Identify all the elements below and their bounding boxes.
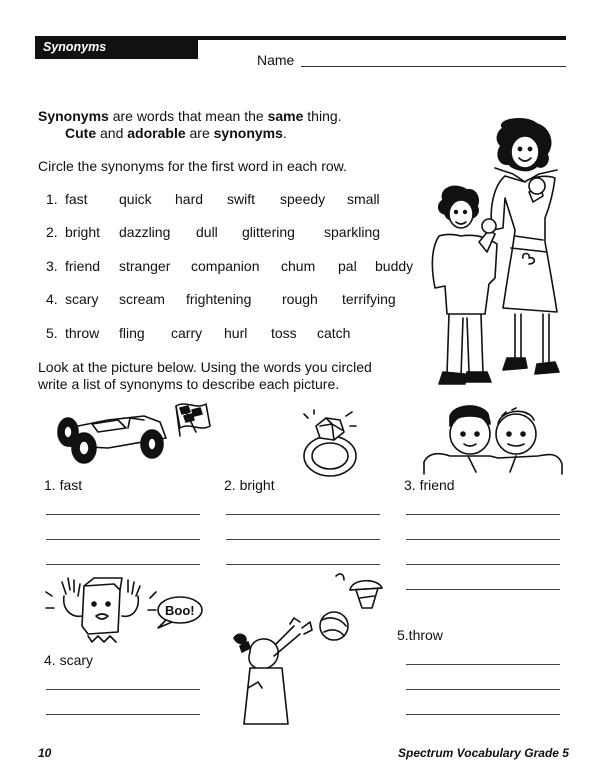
answer-line-bright-3[interactable] [226, 564, 380, 565]
word[interactable]: fling [119, 325, 145, 341]
name-field[interactable] [301, 66, 566, 67]
word[interactable]: dazzling [119, 224, 171, 240]
instruction-list-line-1: Look at the picture below. Using the words you circled [38, 359, 372, 375]
answer-line-friend-2[interactable] [406, 539, 560, 540]
picture-label-friend: 3. friend [404, 477, 455, 493]
picture-label-bright: 2. bright [224, 477, 275, 493]
word[interactable]: companion [191, 258, 260, 274]
picture-label-scary: 4. scary [44, 652, 94, 668]
two-friends-illustration [420, 400, 568, 476]
answer-line-throw-3[interactable] [406, 714, 560, 715]
word[interactable]: toss [271, 325, 297, 341]
word[interactable]: dull [196, 224, 218, 240]
picture-label-throw: 5.throw [397, 627, 443, 643]
speech-bubble-text: Boo! [165, 603, 195, 618]
word[interactable]: hurl [224, 325, 248, 341]
word[interactable]: sparkling [324, 224, 381, 240]
word[interactable]: hard [175, 191, 204, 207]
diamond-ring-illustration [298, 408, 368, 480]
word[interactable]: throw [65, 325, 100, 341]
answer-line-friend-3[interactable] [406, 564, 560, 565]
name-label: Name [257, 52, 295, 68]
answer-line-scary-1[interactable] [46, 689, 200, 690]
picture-label-fast: 1. fast [44, 477, 83, 493]
word[interactable]: buddy [375, 258, 414, 274]
word[interactable]: catch [317, 325, 351, 341]
intro-line-1: Synonyms are words that mean the same thing. [38, 108, 342, 124]
answer-line-bright-2[interactable] [226, 539, 380, 540]
answer-line-bright-1[interactable] [226, 514, 380, 515]
answer-line-fast-2[interactable] [46, 539, 200, 540]
word[interactable]: scary [65, 291, 99, 307]
scared-person-illustration [44, 576, 204, 646]
book-title: Spectrum Vocabulary Grade 5 [398, 746, 569, 760]
word[interactable]: small [347, 191, 380, 207]
word[interactable]: bright [65, 224, 101, 240]
word[interactable]: fast [65, 191, 88, 207]
word[interactable]: stranger [119, 258, 171, 274]
answer-line-throw-1[interactable] [406, 664, 560, 665]
word[interactable]: glittering [242, 224, 295, 240]
answer-line-fast-1[interactable] [46, 514, 200, 515]
children-ice-cream-illustration [425, 118, 575, 398]
word[interactable]: chum [281, 258, 316, 274]
answer-line-friend-4[interactable] [406, 589, 560, 590]
answer-line-fast-3[interactable] [46, 564, 200, 565]
page-number: 10 [38, 746, 52, 760]
word[interactable]: carry [171, 325, 203, 341]
word[interactable]: pal [338, 258, 357, 274]
answer-line-scary-2[interactable] [46, 714, 200, 715]
word[interactable]: quick [119, 191, 152, 207]
word[interactable]: swift [227, 191, 255, 207]
intro-line-2: Cute and adorable are synonyms. [65, 125, 287, 141]
girl-throwing-ball-illustration [232, 574, 392, 724]
word[interactable]: scream [119, 291, 165, 307]
word[interactable]: speedy [280, 191, 326, 207]
race-car-illustration [48, 398, 218, 468]
instruction-circle: Circle the synonyms for the first word in each row. [38, 158, 347, 174]
instruction-list-line-2: write a list of synonyms to describe each picture. [38, 376, 340, 392]
word[interactable]: friend [65, 258, 101, 274]
word[interactable]: rough [282, 291, 318, 307]
word[interactable]: frightening [186, 291, 252, 307]
word[interactable]: terrifying [342, 291, 396, 307]
answer-line-throw-2[interactable] [406, 689, 560, 690]
section-tag: Synonyms [35, 40, 198, 59]
answer-line-friend-1[interactable] [406, 514, 560, 515]
